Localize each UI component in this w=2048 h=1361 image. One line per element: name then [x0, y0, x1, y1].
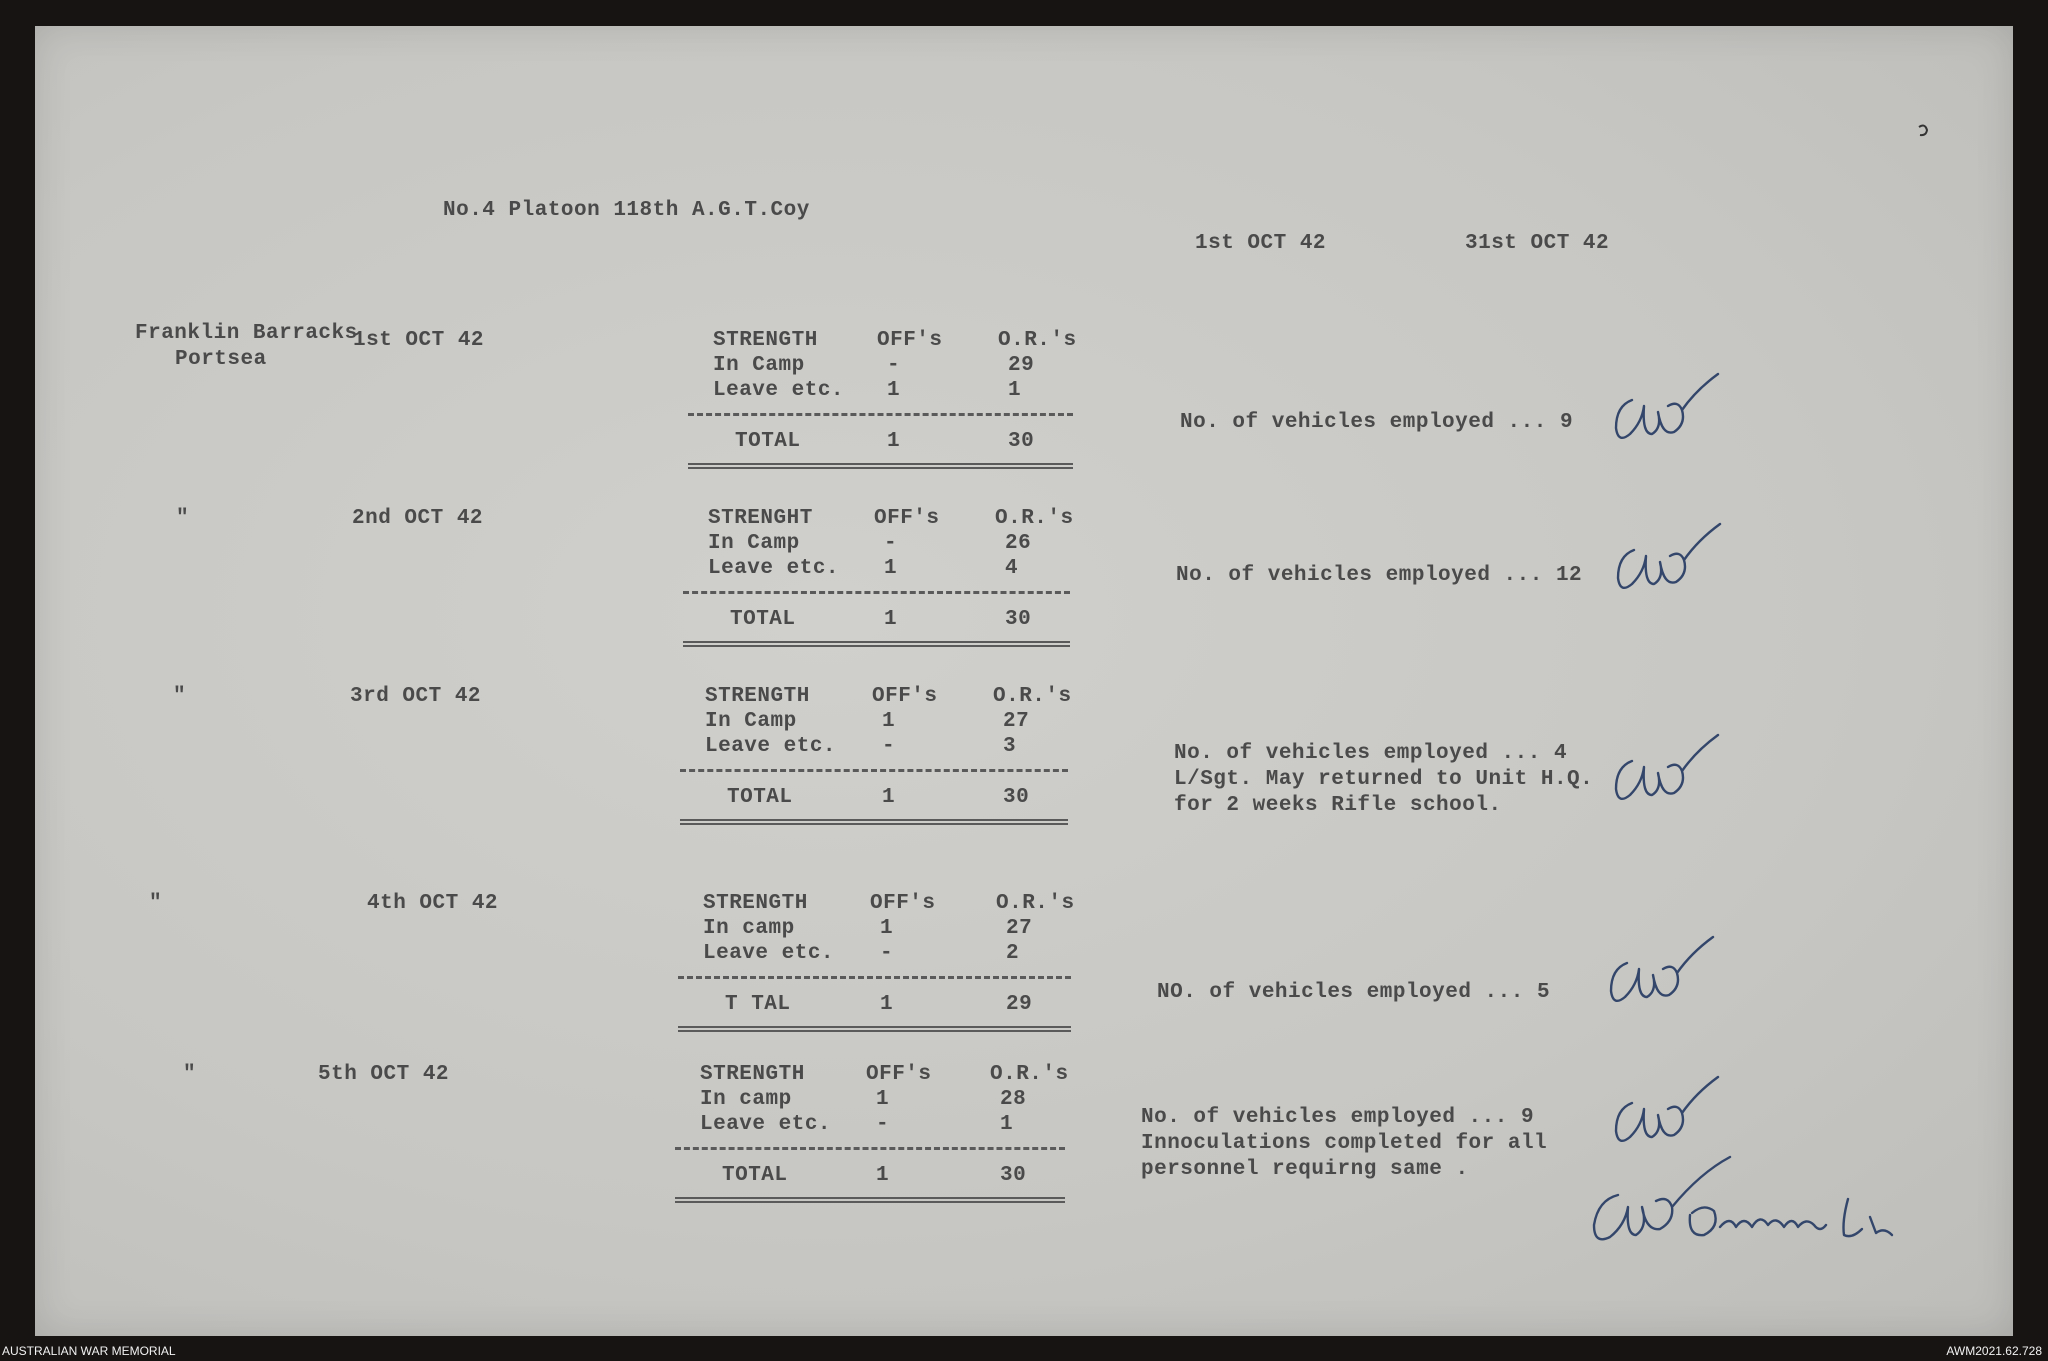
leave-row-cell: 1	[884, 557, 898, 580]
leave-row-cell: Leave etc.	[703, 942, 835, 965]
entry-date: 2nd OCT 42	[352, 507, 484, 530]
remark-line: personnel requirng same .	[1141, 1158, 1469, 1181]
strength-header-cell: O.R.'s	[995, 507, 1074, 530]
total-row-cell: 30	[1003, 786, 1030, 809]
strength-header-cell: O.R.'s	[998, 329, 1077, 352]
total-row-cell: 30	[1000, 1164, 1027, 1187]
in-camp-row-cell: 1	[880, 917, 894, 940]
strength-header-cell: OFF's	[870, 892, 936, 915]
initials-signature	[1612, 522, 1722, 606]
ditto-mark: "	[149, 892, 163, 915]
total-row-cell: TOTAL	[727, 786, 793, 809]
strength-header-cell: STRENGHT	[708, 507, 813, 530]
in-camp-row-cell: 29	[1008, 354, 1035, 377]
in-camp-row-cell: 1	[876, 1088, 890, 1111]
page-mark	[1916, 124, 1930, 144]
unit-title: No.4 Platoon 118th A.G.T.Coy	[443, 199, 810, 222]
in-camp-row-cell: In Camp	[705, 710, 797, 733]
total-double-rule	[683, 641, 1070, 647]
strength-header-cell: O.R.'s	[996, 892, 1075, 915]
entry-date: 5th OCT 42	[318, 1063, 450, 1086]
total-row-cell: 30	[1008, 430, 1035, 453]
strength-header-cell: OFF's	[877, 329, 943, 352]
total-row-cell: 1	[887, 430, 901, 453]
in-camp-row-cell: In camp	[703, 917, 795, 940]
remark-line: No. of vehicles employed ... 4	[1174, 742, 1568, 765]
in-camp-row-cell: In camp	[700, 1088, 792, 1111]
leave-row-cell: 4	[1005, 557, 1019, 580]
total-row-cell: TOTAL	[722, 1164, 788, 1187]
leave-row-cell: Leave etc.	[713, 379, 845, 402]
leave-row-cell: 1	[887, 379, 901, 402]
remark-line: Innoculations completed for all	[1141, 1132, 1548, 1155]
initials-signature	[1610, 733, 1720, 817]
in-camp-row-cell: 27	[1006, 917, 1033, 940]
in-camp-row-cell: In Camp	[708, 532, 800, 555]
location-line-1: Franklin Barracks	[135, 322, 358, 345]
strength-header-cell: O.R.'s	[993, 685, 1072, 708]
subtotal-rule	[683, 591, 1070, 594]
total-row-cell: 29	[1006, 993, 1033, 1016]
strength-header-cell: O.R.'s	[990, 1063, 1069, 1086]
footer-credit: AUSTRALIAN WAR MEMORIAL	[2, 1344, 176, 1358]
leave-row-cell: -	[882, 735, 896, 758]
leave-row-cell: 3	[1003, 735, 1017, 758]
total-double-rule	[675, 1197, 1065, 1203]
in-camp-row-cell: 26	[1005, 532, 1032, 555]
total-row-cell: 30	[1005, 608, 1032, 631]
in-camp-row-cell: 28	[1000, 1088, 1027, 1111]
strength-header-cell: OFF's	[874, 507, 940, 530]
total-row-cell: 1	[880, 993, 894, 1016]
total-row-cell: TOTAL	[730, 608, 796, 631]
total-row-cell: 1	[882, 786, 896, 809]
total-double-rule	[688, 463, 1073, 469]
footer-accession: AWM2021.62.728	[1946, 1344, 2042, 1358]
remark-line: NO. of vehicles employed ... 5	[1157, 981, 1551, 1004]
period-start: 1st OCT 42	[1195, 232, 1327, 255]
total-row-cell: TOTAL	[735, 430, 801, 453]
in-camp-row-cell: -	[887, 354, 901, 377]
remark-line: L/Sgt. May returned to Unit H.Q.	[1174, 768, 1594, 791]
total-row-cell: 1	[876, 1164, 890, 1187]
initials-signature	[1610, 372, 1720, 456]
ditto-mark: "	[176, 507, 190, 530]
strength-header-cell: STRENGTH	[705, 685, 810, 708]
total-double-rule	[678, 1026, 1071, 1032]
in-camp-row-cell: -	[884, 532, 898, 555]
in-camp-row-cell: In Camp	[713, 354, 805, 377]
initials-signature	[1610, 1075, 1720, 1159]
strength-header-cell: OFF's	[872, 685, 938, 708]
subtotal-rule	[688, 413, 1073, 416]
subtotal-rule	[678, 976, 1071, 979]
entry-date: 3rd OCT 42	[350, 685, 482, 708]
total-row-cell: T TAL	[725, 993, 791, 1016]
remark-line: for 2 weeks Rifle school.	[1174, 794, 1502, 817]
total-double-rule	[680, 819, 1068, 825]
remark-line: No. of vehicles employed ... 12	[1176, 564, 1583, 587]
leave-row-cell: 1	[1008, 379, 1022, 402]
strength-header-cell: OFF's	[866, 1063, 932, 1086]
leave-row-cell: Leave etc.	[708, 557, 840, 580]
strength-header-cell: STRENGTH	[703, 892, 808, 915]
officer-signature	[1580, 1155, 1950, 1269]
in-camp-row-cell: 27	[1003, 710, 1030, 733]
period-end: 31st OCT 42	[1465, 232, 1610, 255]
leave-row-cell: Leave etc.	[705, 735, 837, 758]
initials-signature	[1605, 935, 1715, 1019]
ditto-mark: "	[183, 1063, 197, 1086]
entry-date: 4th OCT 42	[367, 892, 499, 915]
strength-header-cell: STRENGTH	[700, 1063, 805, 1086]
leave-row-cell: 2	[1006, 942, 1020, 965]
remark-line: No. of vehicles employed ... 9	[1141, 1106, 1535, 1129]
subtotal-rule	[675, 1147, 1065, 1150]
remark-line: No. of vehicles employed ... 9	[1180, 411, 1574, 434]
subtotal-rule	[680, 769, 1068, 772]
entry-date: 1st OCT 42	[353, 329, 485, 352]
strength-header-cell: STRENGTH	[713, 329, 818, 352]
leave-row-cell: Leave etc.	[700, 1113, 832, 1136]
ditto-mark: "	[173, 685, 187, 708]
leave-row-cell: -	[876, 1113, 890, 1136]
total-row-cell: 1	[884, 608, 898, 631]
leave-row-cell: 1	[1000, 1113, 1014, 1136]
leave-row-cell: -	[880, 942, 894, 965]
in-camp-row-cell: 1	[882, 710, 896, 733]
location-line-2: Portsea	[175, 348, 267, 371]
